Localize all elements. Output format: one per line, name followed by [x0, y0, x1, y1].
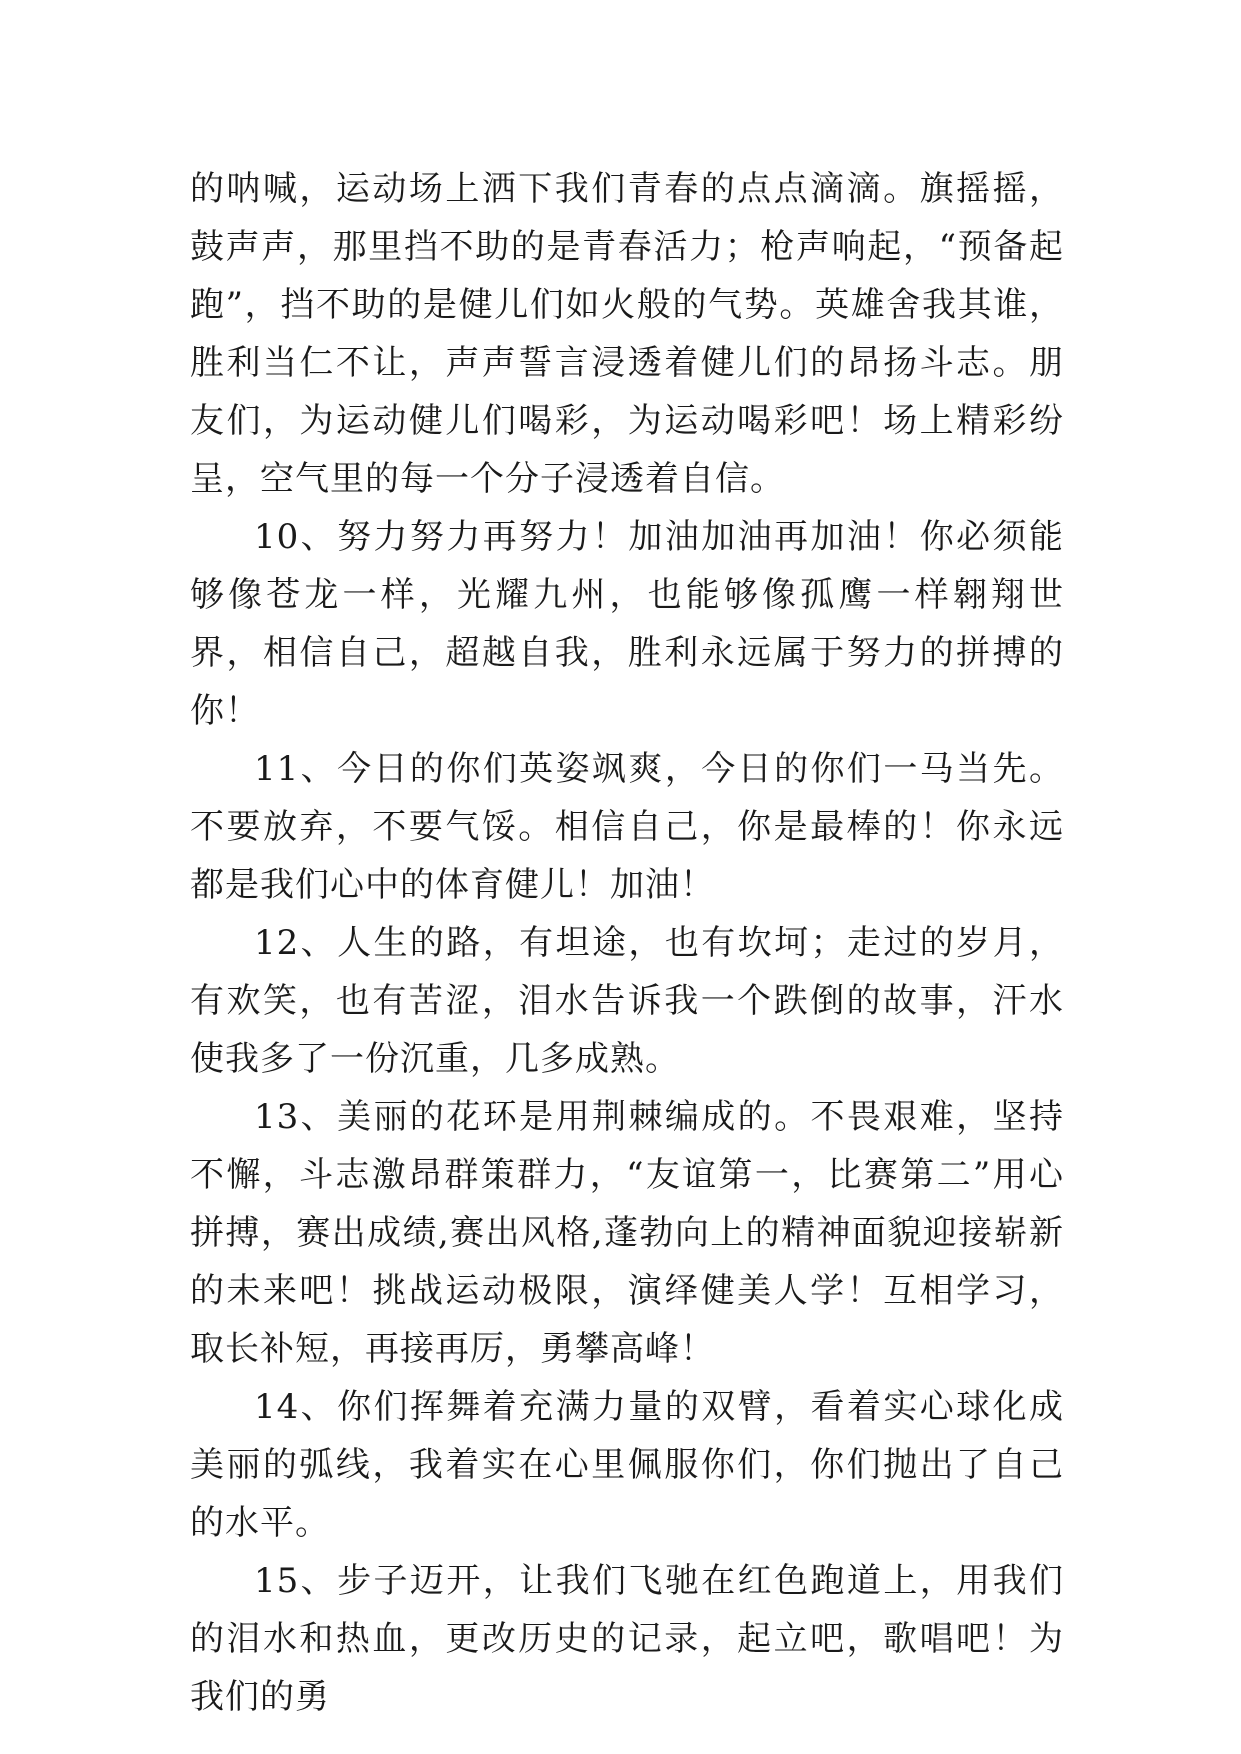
document-body — [190, 160, 1064, 1726]
paragraph-12: 12、人生的路，有坦途，也有坎坷；走过的岁月，有欢笑，也有苦涩，泪水告诉我一个跌倒的故事，汗水使我多了一份沉重，几多成熟。 — [190, 923, 1064, 1079]
paragraph-14: 14、你们挥舞着充满力量的双臂，看着实心球化成美丽的弧线，我着实在心里佩服你们，你们抛出了自己的水平。 — [190, 1387, 1064, 1543]
paragraph-13: 13、美丽的花环是用荆棘编成的。不畏艰难，坚持不懈，斗志激昂群策群力，“友谊第一，比赛第二”用心拼搏，赛出成绩,赛出风格,蓬勃向上的精神面貌迎接崭新的未来吧！挑战运动极限，演绎健美人学！互相学习，取长补短，再接再厉，勇攀高峰！ — [190, 1097, 1064, 1369]
paragraph-11: 11、今日的你们英姿飒爽，今日的你们一马当先。不要放弃，不要气馁。相信自己，你是最棒的！你永远都是我们心中的体育健儿！加油！ — [190, 749, 1064, 905]
paragraph-10: 10、努力努力再努力！加油加油再加油！你必须能够像苍龙一样，光耀九州，也能够像孤鹰一样翱翔世界，相信自己，超越自我，胜利永远属于努力的拼搏的你！ — [190, 517, 1064, 731]
paragraph-15: 15、步子迈开，让我们飞驰在红色跑道上，用我们的泪水和热血，更改历史的记录，起立吧，歌唱吧！为我们的勇 — [190, 1561, 1064, 1717]
paragraph-continued: 的呐喊，运动场上洒下我们青春的点点滴滴。旗摇摇，鼓声声，那里挡不助的是青春活力；枪声响起，“预备起跑”，挡不助的是健儿们如火般的气势。英雄舍我其谁，胜利当仁不让，声声誓言浸透着健儿们的昂扬斗志。朋友们，为运动健儿们喝彩，为运动喝彩吧！场上精彩纷呈，空气里的每一个分子浸透着自信。 — [190, 169, 1064, 499]
